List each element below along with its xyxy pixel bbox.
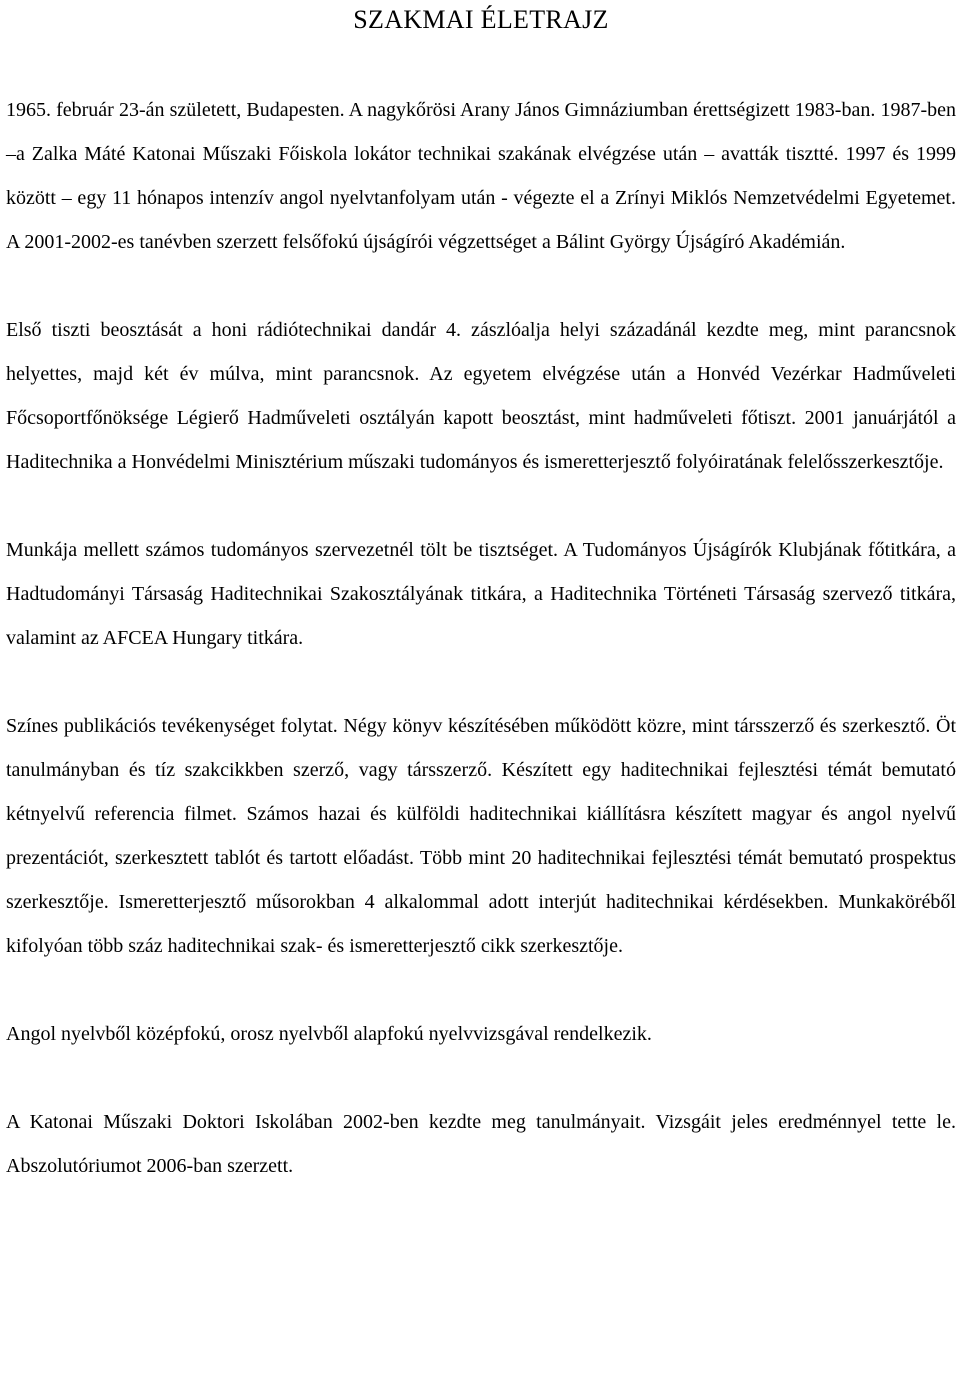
paragraph-organizations: Munkája mellett számos tudományos szervezetnél tölt be tisztséget. A Tudományos Újságírók Klubjának főtitkára, a Hadtudományi Társaság Haditechnikai Szakosztályának titkára, a Haditechnika Történeti Társaság szervező titkára, valamint az AFCEA Hungary titkára.	[6, 539, 956, 649]
paragraph-publications: Színes publikációs tevékenységet folytat. Négy könyv készítésében működött közre, mint társszerző és szerkesztő. Öt tanulmányban és tíz szakcikkben szerző, vagy társszerző. Készített egy haditechnikai fejlesztési témát bemutató kétnyelvű referencia filmet. Számos hazai és külföldi haditechnikai kiállításra készített magyar és angol nyelvű prezentációt, szerkesztett tablót és tartott előadást. Több mint 20 haditechnikai fejlesztési témát bemutató prospektus szerkesztője. Ismeretterjesztő műsorokban 4 alkalommal adott interjút haditechnikai kérdésekben. Munkaköréből kifolyóan több száz haditechnikai szak- és ismeretterjesztő cikk szerkesztője.	[6, 715, 956, 957]
document-page	[6, 0, 956, 1188]
page-title: SZAKMAI ÉLETRAJZ	[353, 5, 609, 34]
paragraph-doctoral-school: A Katonai Műszaki Doktori Iskolában 2002-ben kezdte meg tanulmányait. Vizsgáit jeles eredménnyel tette le. Abszolutóriumot 2006-ban szerzett.	[6, 1111, 956, 1177]
paragraph-languages: Angol nyelvből középfokú, orosz nyelvből alapfokú nyelvvizsgával rendelkezik.	[6, 1023, 652, 1045]
paragraph-education: 1965. február 23-án született, Budapesten. A nagykőrösi Arany János Gimnáziumban érettségizett 1983-ban. 1987-ben –a Zalka Máté Katonai Műszaki Főiskola lokátor technikai szakának elvégzése után – avatták tisztté. 1997 és 1999 között – egy 11 hónapos intenzív angol nyelvtanfolyam után - végezte el a Zrínyi Miklós Nemzetvédelmi Egyetemet. A 2001-2002-es tanévben szerzett felsőfokú újságírói végzettséget a Bálint György Újságíró Akadémián.	[6, 99, 956, 253]
paragraph-career: Első tiszti beosztását a honi rádiótechnikai dandár 4. zászlóalja helyi századánál kezdte meg, mint parancsnok helyettes, majd két év múlva, mint parancsnok. Az egyetem elvégzése után a Honvéd Vezérkar Hadműveleti Főcsoportfőnöksége Légierő Hadműveleti osztályán kapott beosztást, mint hadműveleti főtiszt. 2001 januárjától a Haditechnika a Honvédelmi Minisztérium műszaki tudományos és ismeretterjesztő folyóiratának felelősszerkesztője.	[6, 319, 956, 473]
